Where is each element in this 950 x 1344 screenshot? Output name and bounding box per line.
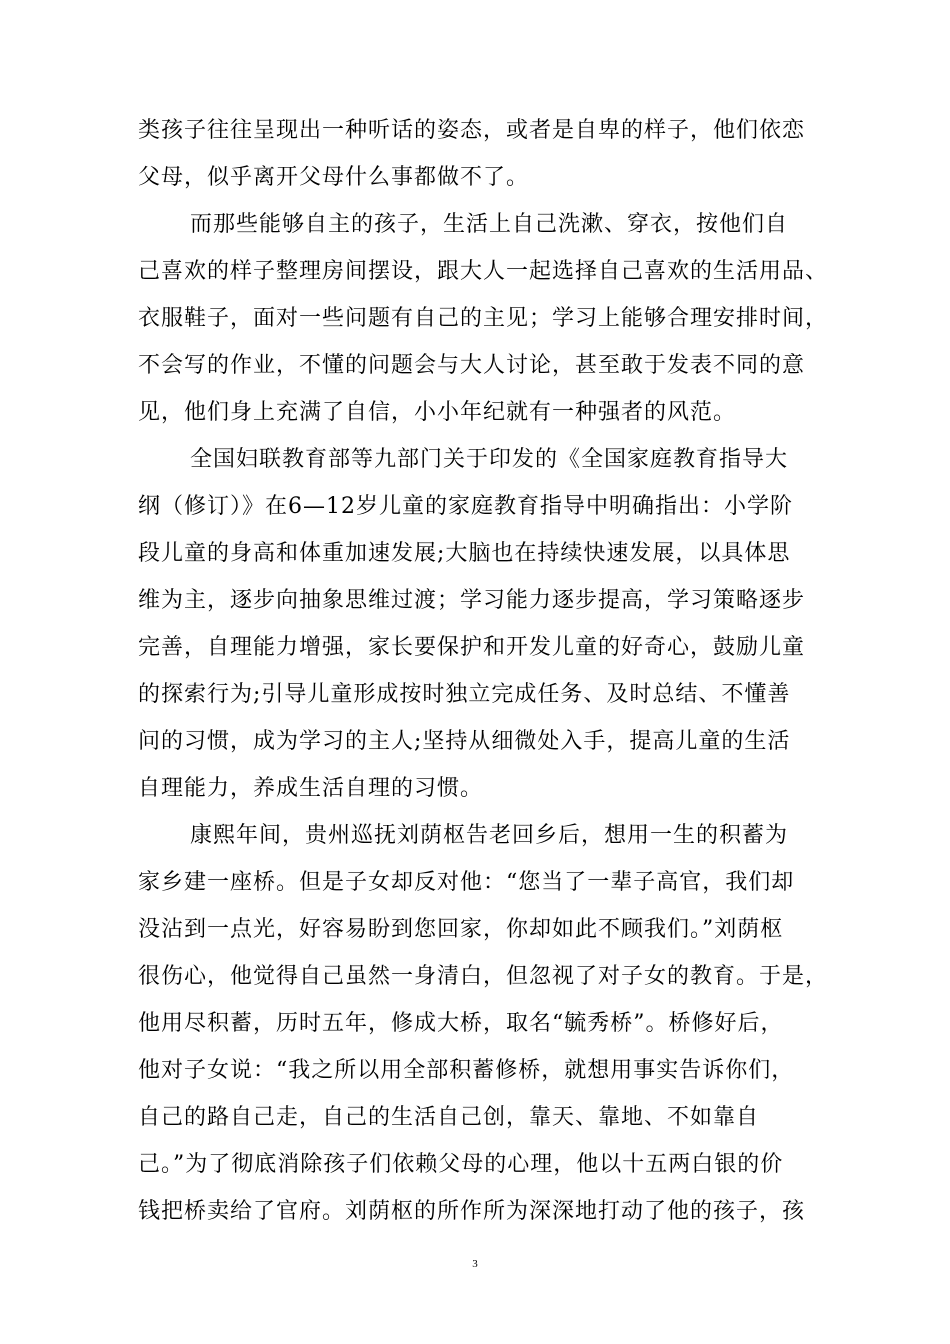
- text-line: 自己的路自己走，自己的生活自己创，靠天、靠地、不如靠自: [138, 1105, 760, 1130]
- text-line: 他用尽积蓄，历时五年，修成大桥，取名“毓秀桥”。桥修好后，: [138, 1011, 784, 1036]
- text-line: 不会写的作业，不懂的问题会与大人讨论，甚至敢于发表不同的意: [138, 353, 806, 378]
- text-line: 他对子女说：“我之所以用全部积蓄修桥，就想用事实告诉你们，: [138, 1058, 795, 1083]
- text-line: 康熙年间，贵州巡抚刘荫枢告老回乡后，想用一生的积蓄为: [190, 823, 789, 848]
- text-line: 的探索行为;引导儿童形成按时独立完成任务、及时总结、不懂善: [138, 682, 791, 707]
- text-line: 自理能力，养成生活自理的习惯。: [138, 776, 484, 801]
- text-line: 问的习惯，成为学习的主人;坚持从细微处入手，提高儿童的生活: [138, 729, 791, 754]
- text-line: 衣服鞋子，面对一些问题有自己的主见；学习上能够合理安排时间，: [138, 306, 829, 331]
- text-line: 类孩子往往呈现出一种听话的姿态，或者是自卑的样子，他们依恋: [138, 118, 806, 143]
- text-line: 很伤心，他觉得自己虽然一身清白，但忽视了对子女的教育。于是，: [138, 964, 829, 989]
- text-line: 完善，自理能力增强，家长要保护和开发儿童的好奇心，鼓励儿童: [138, 635, 806, 660]
- text-line: 段儿童的身高和体重加速发展;大脑也在持续快速发展，以具体思: [138, 541, 791, 566]
- text-line: 纲（修订）》在6—12岁儿童的家庭教育指导中明确指出：小学阶: [138, 494, 793, 519]
- text-line: 家乡建一座桥。但是子女却反对他：“您当了一辈子高官，我们却: [138, 870, 795, 895]
- text-line: 没沾到一点光，好容易盼到您回家，你却如此不顾我们。”刘荫枢: [138, 917, 784, 942]
- text-line: 父母，似乎离开父母什么事都做不了。: [138, 165, 530, 190]
- page-number: 3: [472, 1258, 478, 1270]
- text-line: 全国妇联教育部等九部门关于印发的《全国家庭教育指导大: [190, 447, 789, 472]
- text-line: 己。”为了彻底消除孩子们依赖父母的心理，他以十五两白银的价: [138, 1152, 784, 1177]
- text-line: 而那些能够自主的孩子，生活上自己洗漱、穿衣，按他们自: [190, 212, 789, 237]
- text-line: 见，他们身上充满了自信，小小年纪就有一种强者的风范。: [138, 400, 737, 425]
- text-line: 维为主，逐步向抽象思维过渡；学习能力逐步提高，学习策略逐步: [138, 588, 806, 613]
- text-line: 己喜欢的样子整理房间摆设，跟大人一起选择自己喜欢的生活用品、: [138, 259, 829, 284]
- text-line: 钱把桥卖给了官府。刘荫枢的所作所为深深地打动了他的孩子，孩: [138, 1199, 806, 1224]
